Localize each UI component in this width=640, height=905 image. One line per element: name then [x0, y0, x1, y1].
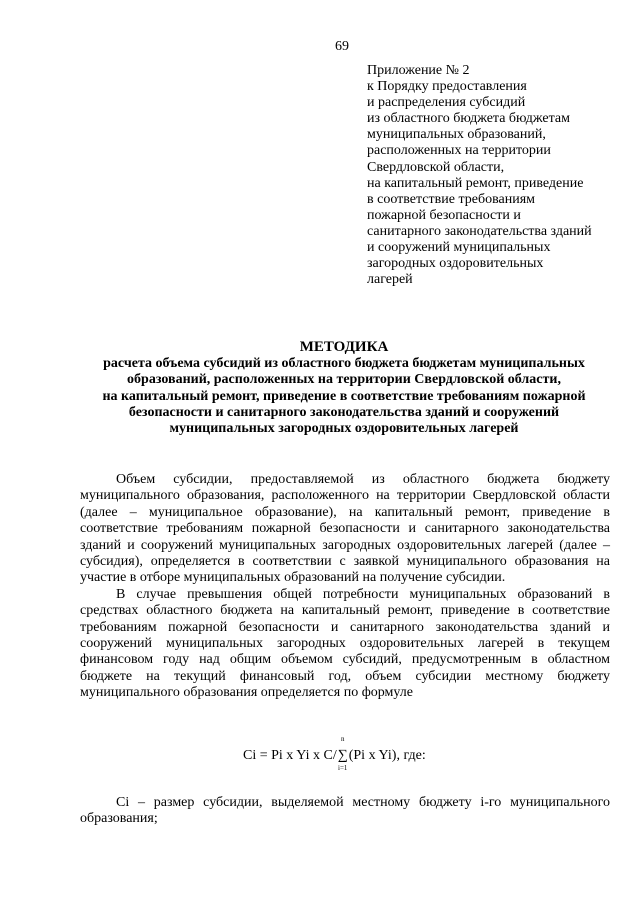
appendix-line: расположенных на территории [367, 143, 551, 159]
definition-item: Ci – размер субсидии, выделяемой местному бюджету i-го муниципального образования; [80, 795, 610, 827]
appendix-line: на капитальный ремонт, приведение [367, 175, 584, 191]
subtitle-line: образований, расположенных на территории Свердловской области, [127, 372, 561, 388]
appendix-line: пожарной безопасности и [367, 207, 521, 223]
appendix-line: в соответствие требованиям [367, 191, 535, 207]
appendix-line: Свердловской области, [367, 159, 505, 175]
appendix-heading [367, 63, 629, 288]
appendix-line: и сооружений муниципальных [367, 240, 551, 256]
subtitle-line: муниципальных загородных оздоровительных лагерей [169, 421, 519, 437]
paragraph: Объем субсидии, предоставляемой из областного бюджета бюджету муниципального образования, расположенного на территории Свердловской области (далее – муниципальное образование), на капитальный ремонт, приведение в соответствие требованиям пожарной безопасности и санитарного законодательства зданий и сооружений муниципальных загородных оздоровительных лагерей (далее – субсидия), определяется в соответствии с заявкой муниципального образования на участие в отборе муниципальных образований на получение субсидии. [80, 472, 610, 586]
sigma-symbol [337, 735, 349, 772]
paragraph: В случае превышения общей потребности муниципальных образований в средствах областного бюджета на капитальный ремонт, приведение в соответствие требованиям пожарной безопасности и санитарного законодательства зданий и сооружений муниципальных загородных оздоровительных лагерей в текущем финансовом году над общим объемом субсидий, предусмотренным в областном бюджете на текущий финансовый год, объем субсидии местному бюджету муниципального образования определяется по формуле [80, 586, 610, 701]
subtitle-line: на капитальный ремонт, приведение в соответствие требованиям пожарной [102, 388, 586, 404]
appendix-line: муниципальных образований, [367, 127, 546, 143]
document-title [56, 339, 632, 437]
subtitle-line: расчета объема субсидий из областного бюджета бюджетам муниципальных [103, 356, 585, 372]
appendix-line: санитарного законодательства зданий [367, 223, 592, 239]
subtitle-line: безопасности и санитарного законодательства зданий и сооружений [128, 404, 560, 420]
formula-line [243, 735, 426, 772]
title-main: МЕТОДИКА [299, 339, 389, 355]
page-number: 69 [335, 39, 349, 54]
definitions [80, 795, 610, 828]
sigma-upper-limit: n [340, 735, 345, 743]
sigma-glyph: ∑ [337, 748, 348, 763]
body-text [80, 472, 610, 702]
appendix-line: к Порядку предоставления [367, 79, 527, 95]
formula-left: Ci = Pi x Yi x C/ [243, 748, 337, 763]
appendix-line: Приложение № 2 [367, 63, 470, 78]
appendix-line: из областного бюджета бюджетам [367, 111, 570, 127]
sigma-lower-limit: i=1 [338, 764, 348, 772]
formula-right: (Pi x Yi), где: [348, 748, 426, 763]
appendix-line: лагерей [367, 272, 413, 288]
appendix-line: загородных оздоровительных [367, 256, 544, 272]
appendix-line: и распределения субсидий [367, 95, 526, 111]
